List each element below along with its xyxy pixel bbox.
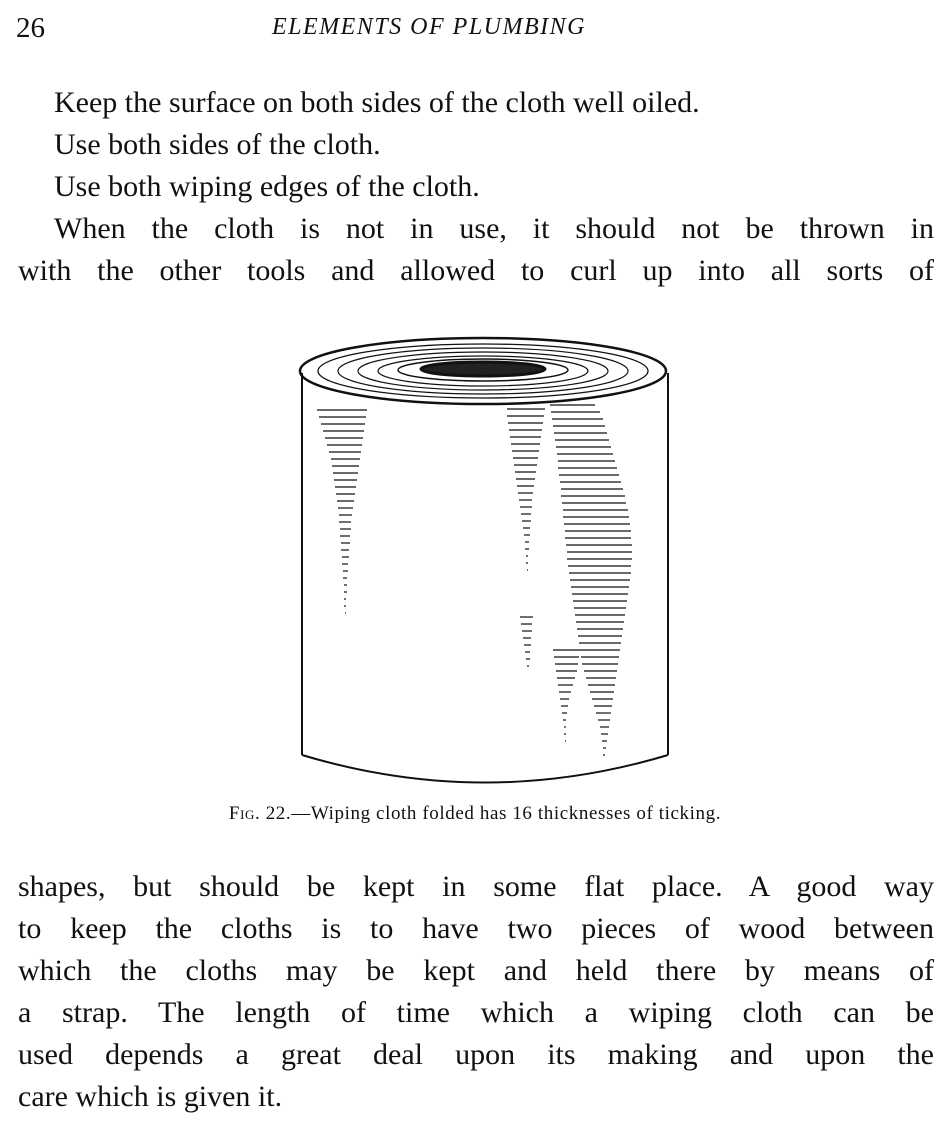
page-number: 26	[16, 12, 45, 44]
text-line: a strap. The length of time which a wiping cloth can be	[18, 996, 934, 1029]
text-line: When the cloth is not in use, it should not be thrown in	[54, 212, 934, 245]
figure-caption-text: —Wiping cloth folded has 16 thicknesses of ticking.	[291, 803, 722, 824]
paragraph-not-in-use	[18, 208, 934, 292]
text-line: shapes, but should be kept in some flat place. A good way	[18, 870, 934, 903]
text-line: which the cloths may be kept and held there by means of	[18, 954, 934, 987]
wiping-cloth-roll-illustration	[295, 325, 675, 790]
paragraph-storage	[18, 866, 934, 1118]
figure-label: Fig. 22.	[228, 803, 292, 824]
text-line: to keep the cloths is to have two pieces of wood between	[18, 912, 934, 945]
cloth-roll-shading	[317, 405, 632, 755]
paragraph-use-both-sides: Use both sides of the cloth.	[54, 128, 381, 161]
figure-caption	[0, 803, 950, 825]
paragraph-use-both-edges: Use both wiping edges of the cloth.	[54, 170, 480, 203]
text-line: used depends a great deal upon its making and upon the	[18, 1038, 934, 1071]
running-head: ELEMENTS OF PLUMBING	[272, 14, 586, 40]
cloth-roll-body	[302, 373, 668, 783]
paragraph-keep-oiled: Keep the surface on both sides of the cloth well oiled.	[54, 86, 700, 119]
text-line: with the other tools and allowed to curl up into all sorts of	[18, 254, 934, 287]
cloth-roll-top	[300, 338, 666, 404]
text-line: care which is given it.	[18, 1080, 283, 1113]
